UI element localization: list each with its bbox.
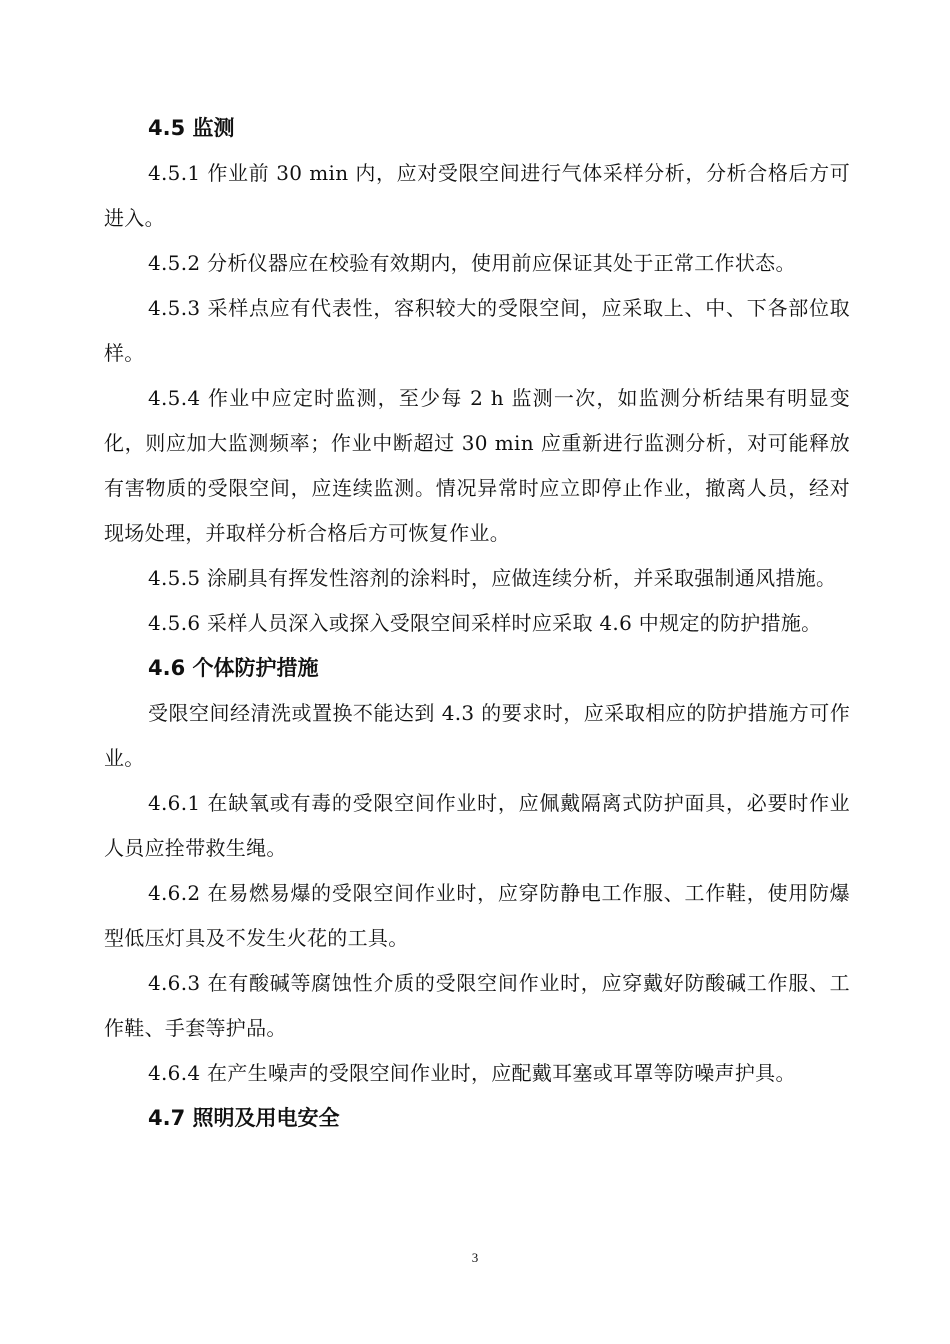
paragraph-4-6-4: 4.6.4 在产生噪声的受限空间作业时，应配戴耳塞或耳罩等防噪声护具。	[148, 1061, 796, 1085]
paragraph-4-5-3: 4.5.3 采样点应有代表性，容积较大的受限空间，应采取上、中、下各部位取样。	[104, 296, 850, 365]
paragraph-4-6-3: 4.6.3 在有酸碱等腐蚀性介质的受限空间作业时，应穿戴好防酸碱工作服、工作鞋、手套等护品。	[104, 971, 850, 1040]
paragraph-4-5-4: 4.5.4 作业中应定时监测，至少每 2 h 监测一次，如监测分析结果有明显变化，则应加大监测频率；作业中断超过 30 min 应重新进行监测分析，对可能释放有害物质的受限空间，应连续监测。情况异常时应立即停止作业，撤离人员，经对现场处理，并取样分析合格后方可恢复作业。	[104, 386, 850, 545]
section-heading-4-5: 4.5 监测	[148, 116, 235, 140]
page-number: 3	[471, 1250, 479, 1265]
paragraph-4-5-2: 4.5.2 分析仪器应在校验有效期内，使用前应保证其处于正常工作状态。	[148, 251, 796, 275]
section-heading-4-7: 4.7 照明及用电安全	[148, 1106, 340, 1130]
paragraph-4-6-intro: 受限空间经清洗或置换不能达到 4.3 的要求时，应采取相应的防护措施方可作业。	[104, 701, 850, 770]
paragraph-4-5-6: 4.5.6 采样人员深入或探入受限空间采样时应采取 4.6 中规定的防护措施。	[148, 611, 822, 635]
paragraph-4-6-2: 4.6.2 在易燃易爆的受限空间作业时，应穿防静电工作服、工作鞋，使用防爆型低压灯具及不发生火花的工具。	[104, 881, 850, 950]
paragraph-4-5-1: 4.5.1 作业前 30 min 内，应对受限空间进行气体采样分析，分析合格后方可进入。	[104, 161, 850, 230]
page-content	[104, 106, 850, 1141]
section-heading-4-6: 4.6 个体防护措施	[148, 656, 319, 680]
paragraph-4-6-1: 4.6.1 在缺氧或有毒的受限空间作业时，应佩戴隔离式防护面具，必要时作业人员应拴带救生绳。	[104, 791, 850, 860]
paragraph-4-5-5: 4.5.5 涂刷具有挥发性溶剂的涂料时，应做连续分析，并采取强制通风措施。	[148, 566, 837, 590]
